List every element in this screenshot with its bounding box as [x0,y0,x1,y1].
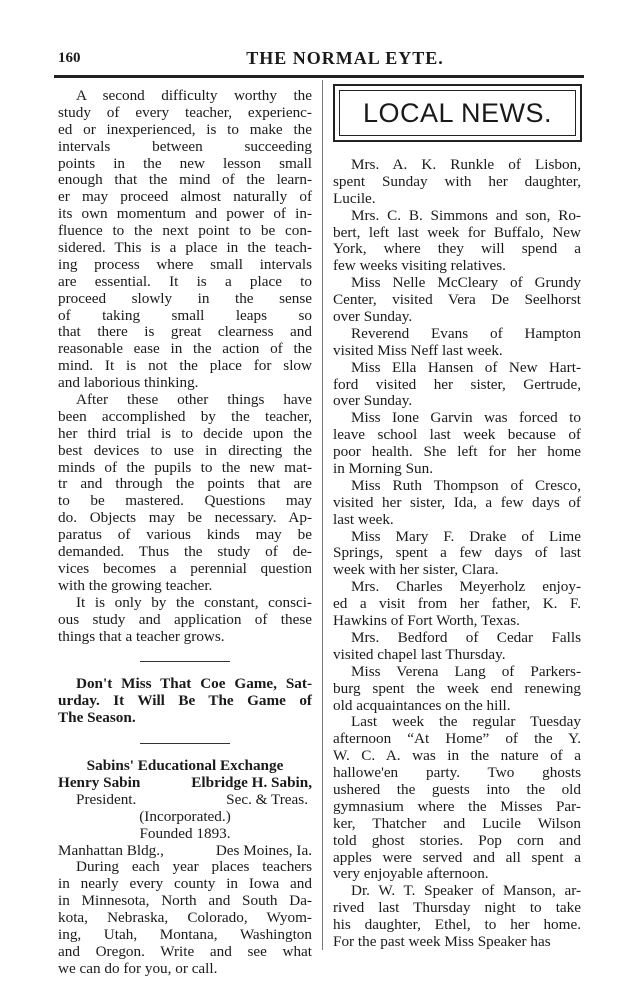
page-number: 160 [58,50,81,66]
paragraph-line: minds of the pupils to the new mat- [58,458,312,476]
news-item-line: told ghost stories. Pop corn and [333,831,581,849]
paragraph [58,595,312,646]
paragraph-line: intervals between succeeding [58,137,312,155]
paragraph-line: things that a teacher grows. [58,627,225,645]
news-item-line: Hawkins of Fort Worth, Texas. [333,612,520,630]
news-item-line: Springs, spent a few days of last [333,544,581,562]
paragraph-line: are essential. It is a place to [58,272,312,290]
news-item [333,478,581,529]
paragraph-line: of taking small leaps so [58,306,312,324]
paragraph-line: paratus of various kinds may be [58,526,312,544]
paragraph-line: er may proceed almost naturally of [58,188,312,206]
ad-body-line: and Oregon. Write and see what [58,942,312,960]
news-item-line: ushered the guests into the old [333,780,581,798]
local-news-heading: LOCAL NEWS. [339,90,576,136]
news-item-line: old acquaintances on the hill. [333,696,511,714]
news-item [333,630,581,664]
news-item [333,664,581,715]
paragraph-line: proceed slowly in the sense [58,289,312,307]
news-item-line: Miss Verena Lang of Parkers- [351,662,581,680]
news-item-line: Center, visited Vera De Seelhorst [333,291,581,309]
ad-person1-role: President. [76,790,137,808]
paragraph-line: demanded. Thus the study of de- [58,543,312,561]
ad-person2-name: Elbridge H. Sabin, [191,773,312,791]
news-item-line: Dr. W. T. Speaker of Manson, ar- [351,882,581,900]
notice-line: Don't Miss That Coe Game, Sat- [76,675,312,693]
news-item-line: Mrs. Charles Meyerholz enjoy- [351,578,581,596]
article-teaching [58,88,312,645]
separator [140,743,230,744]
ad-person2-role: Sec. & Treas. [226,790,308,808]
paragraph-line: reasonable ease in the action of the [58,340,312,358]
paragraph-line: do. Objects may be necessary. Ap- [58,509,312,527]
paragraph-line: and laborious thinking. [58,374,199,392]
news-item [333,360,581,411]
news-item-line: Reverend Evans of Hampton [351,324,581,342]
paragraph-line: her third trial is to decide upon the [58,424,312,442]
ad-address [58,843,312,860]
news-item-line: For the past week Miss Speaker has [333,932,551,950]
news-item [333,714,581,883]
paragraph-line: points in the new lesson small [58,154,312,172]
ad-body-line: kota, Nebraska, Colorado, Wyom- [58,909,312,927]
paragraph-line: to be mastered. Questions may [58,492,312,510]
local-news-box [333,84,582,142]
news-item-line: Mrs. Bedford of Cedar Falls [351,628,581,646]
news-item-line: Mrs. C. B. Simmons and son, Ro- [351,206,581,224]
news-item [333,529,581,580]
news-item-line: W. C. A. was in the nature of a [333,747,581,765]
news-item [333,410,581,478]
news-item-line: hallowe'en party. Two ghosts [333,764,581,782]
paragraph-line: vices becomes a perennial question [58,559,312,577]
news-item-line: Last week the regular Tuesday [351,713,581,731]
paragraph-line: tr and through the points that are [58,475,312,493]
news-item-line: week with her sister, Clara. [333,561,499,579]
news-item-line: Miss Ella Hansen of New Hart- [351,358,581,376]
news-item-line: Miss Ione Garvin was forced to [351,409,581,427]
paragraph-line: study of every teacher, experienc- [58,103,312,121]
notice-line: urday. It Will Be The Game of [58,692,312,710]
ad-title: Sabins' Educational Exchange [86,757,284,775]
news-item-line: afternoon “At Home” of the Y. [333,730,581,748]
news-item-line: apples were served and all spent a [333,848,581,866]
paragraph-line: with the growing teacher. [58,576,213,594]
news-item-line: Lucile. [333,189,376,207]
ad-body-line: in Minnesota, North and South Da- [58,892,312,910]
ad-body-line: in nearly every county in Iowa and [58,875,312,893]
header-rule [54,75,584,78]
right-column-local-news [333,157,581,951]
news-item [333,208,581,276]
paragraph-line: fluence to the next point to be con- [58,222,312,240]
paragraph-line: mind. It is not the place for slow [58,357,312,375]
news-item-line: York, where they will spend a [333,240,581,258]
paragraph-line: After these other things have [76,391,312,409]
news-item-line: rived last Thursday night to take [333,899,581,917]
news-item-line: ed a visit from her father, K. F. [333,595,581,613]
paragraph-line: its own momentum and power of in- [58,205,312,223]
paragraph-line: sidered. This is a place in the teach- [58,239,312,257]
news-item-line: leave school last week because of [333,426,581,444]
news-item-line: bert, left last week for Buffalo, New [333,223,581,241]
sabins-ad [58,758,312,978]
ad-body [58,859,312,977]
news-item-line: burg spent the week end renewing [333,679,581,697]
paragraph-line: ing process where small intervals [58,255,312,273]
ad-person1-name: Henry Sabin [58,773,141,791]
left-column [58,88,312,978]
news-item-line: Mrs. A. K. Runkle of Lisbon, [351,156,581,173]
ad-address-left: Manhattan Bldg., [58,841,164,859]
news-item-line: visited her sister, Ida, a few days of [333,493,581,511]
ad-body-line: ing, Utah, Montana, Washington [58,925,312,943]
paragraph-line: that there is great clearness and [58,323,312,341]
news-item-line: ker, Thatcher and Lucile Wilson [333,814,581,832]
news-item-line: Miss Mary F. Drake of Lime [351,527,581,545]
separator [140,661,230,662]
news-item [333,579,581,630]
publication-title: THE NORMAL EYTE. [246,48,444,68]
news-item [333,157,581,208]
news-item-line: visited chapel last Thursday. [333,645,506,663]
ad-body-line: we can do for you, or call. [58,959,218,977]
paragraph-line: ous study and application of these [58,610,312,628]
news-item-line: very enjoyable afternoon. [333,865,489,883]
coe-game-notice [58,676,312,727]
news-item-line: Miss Nelle McCleary of Grundy [351,274,581,292]
ad-founded: Founded 1893. [139,824,231,842]
paragraph [58,88,312,392]
news-item-line: last week. [333,510,394,528]
news-item [333,326,581,360]
news-item-line: over Sunday. [333,308,413,326]
paragraph-line: been accomplished by the teacher, [58,407,312,425]
column-divider [322,80,323,950]
ad-address-right: Des Moines, Ia. [215,841,312,859]
news-item-line: Miss Ruth Thompson of Cresco, [351,476,581,494]
news-item [333,275,581,326]
news-item-line: gymnasium where the Misses Par- [333,797,581,815]
paragraph-line: ed or inexperienced, is to make the [58,120,312,138]
ad-roles [58,792,312,809]
paragraph-line: best devices to use in directing the [58,441,312,459]
paragraph [58,392,312,595]
news-item-line: spent Sunday with her daughter, [333,172,581,190]
news-item-line: poor health. She left for her home [333,443,581,461]
paragraph-line: It is only by the constant, consci- [76,593,312,611]
paragraph-line: A second difficulty worthy the [76,87,312,104]
news-item-line: in Morning Sun. [333,460,433,478]
news-item-line: ford visited her sister, Gertrude, [333,375,581,393]
ad-body-line: During each year places teachers [76,858,312,876]
news-item-line: visited Miss Neff last week. [333,341,503,359]
paragraph-line: enough that the mind of the learn- [58,171,312,189]
ad-incorporated: (Incorporated.) [139,807,231,825]
news-item-line: few weeks visiting relatives. [333,257,506,275]
news-item [333,883,581,951]
ad-names [58,775,312,792]
news-item-line: his daughter, Ethel, to her home. [333,916,581,934]
news-item-line: over Sunday. [333,392,413,410]
notice-line: The Season. [58,709,136,727]
